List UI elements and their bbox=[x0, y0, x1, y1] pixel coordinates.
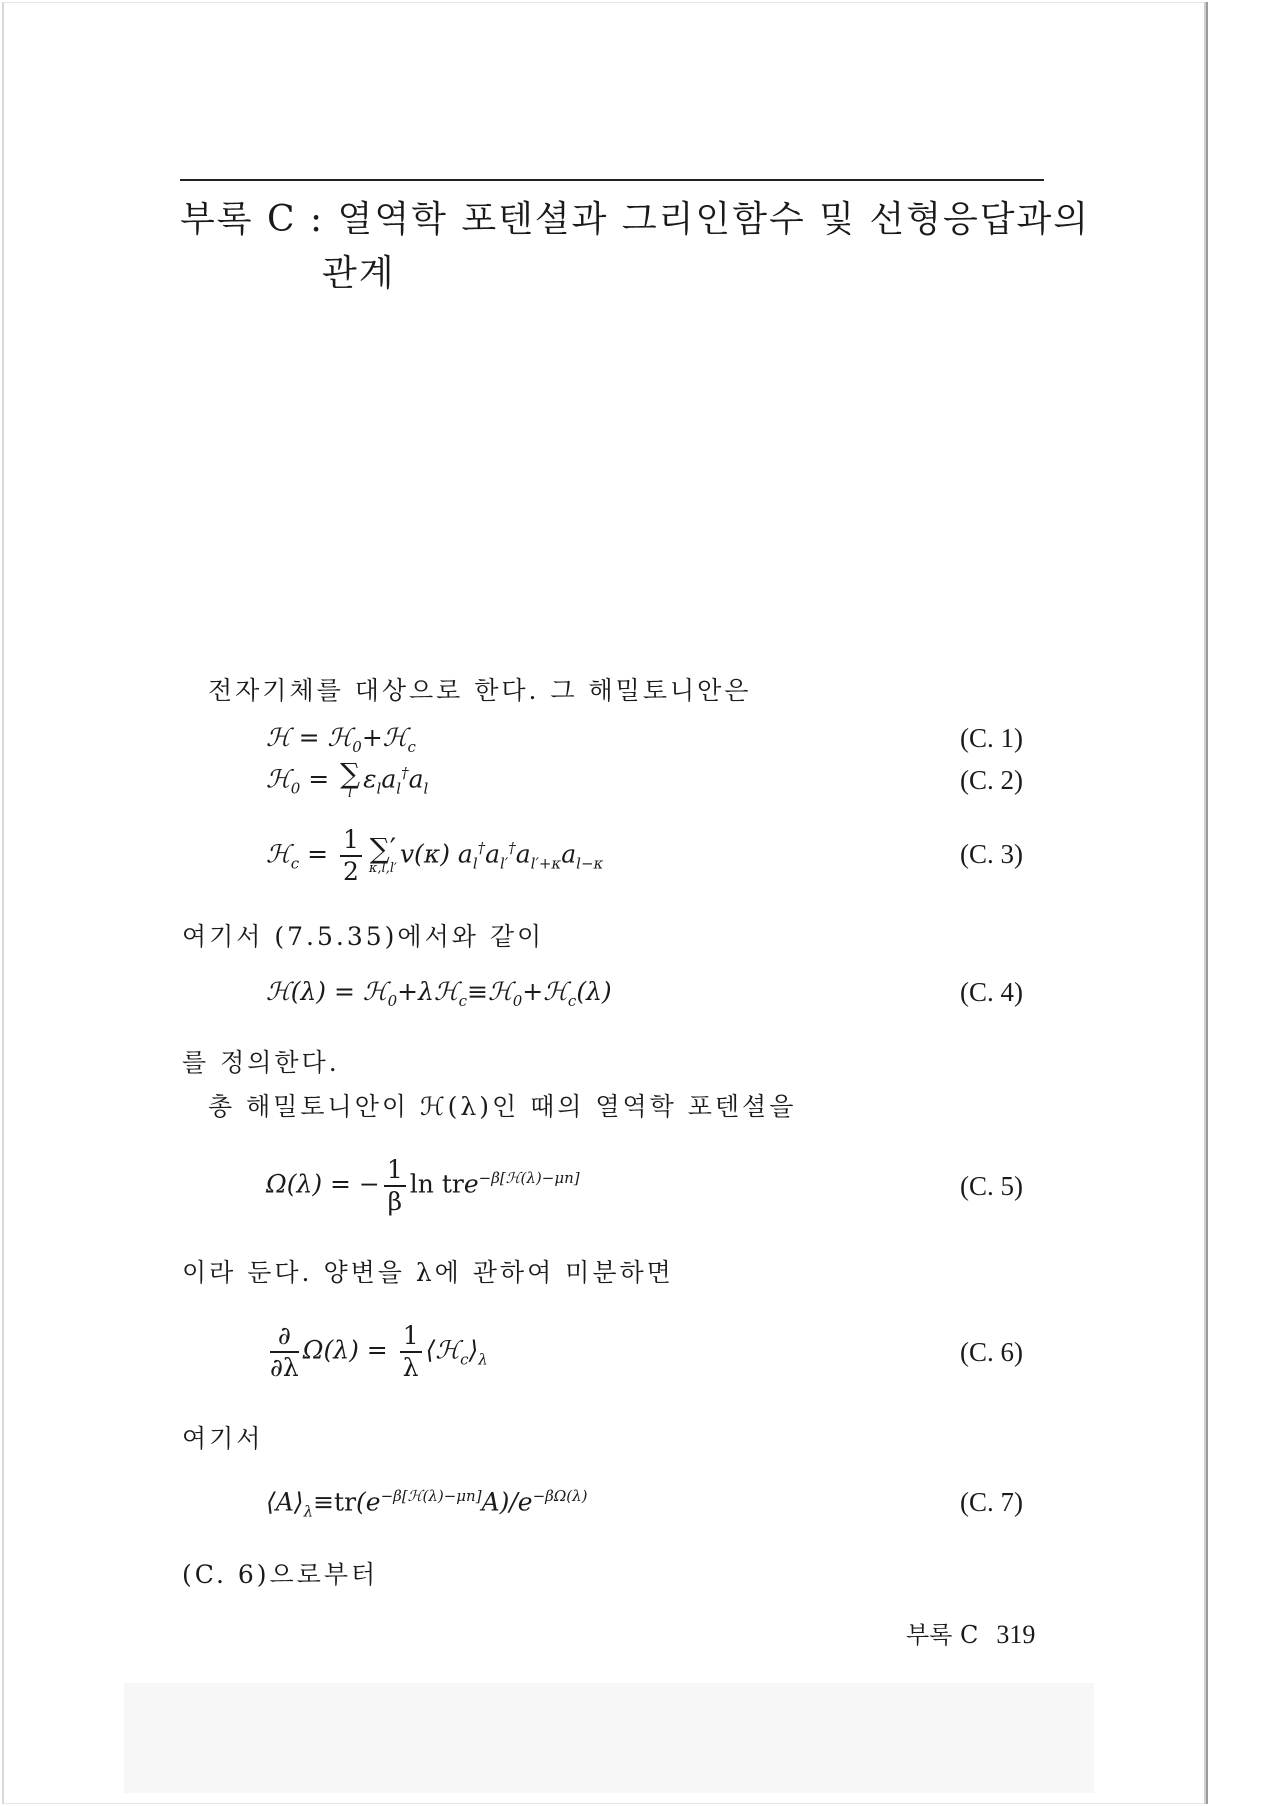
equation-label-c5: (C. 5) bbox=[960, 1171, 1023, 1201]
page-scan-shade bbox=[124, 1683, 1094, 1793]
paragraph-from-c6: (C. 6)으로부터 bbox=[182, 1560, 379, 1589]
fraction-one-over-beta: $\frac{1}{\beta}$ bbox=[384, 1155, 406, 1217]
title-rule bbox=[180, 179, 1044, 181]
paragraph-define: 를 정의한다. bbox=[182, 1048, 340, 1077]
equation-label-c6: (C. 6) bbox=[960, 1337, 1023, 1367]
sum-symbol: ∑ l bbox=[340, 757, 361, 801]
equation-label-c3: (C. 3) bbox=[960, 839, 1023, 869]
viewer-gutter bbox=[1208, 0, 1277, 1806]
paragraph-intro: 전자기체를 대상으로 한다. 그 해밀토니안은 bbox=[208, 676, 752, 705]
fraction-half: $\frac{1}{2}$ bbox=[340, 825, 362, 887]
equation-c6: $\frac{\partial}{\partial\lambda}$ Ω(λ) = $\frac{1}{\lambda}$ $⟨ℋ_c⟩_\lambda$ bbox=[270, 1321, 488, 1382]
book-page bbox=[2, 2, 1204, 1804]
fraction-partial: $\frac{\partial}{\partial\lambda}$ bbox=[270, 1321, 299, 1382]
fraction-one-over-lambda: $\frac{1}{\lambda}$ bbox=[400, 1321, 422, 1383]
equation-c3: ℋ$_c$ = $\frac{1}{2}$ ∑′ κ,l,l′ v(κ) $a_l^\dagger a_{l'}^\dagger a_{l'+\kappa}a_{l-\kappa}$ bbox=[266, 825, 604, 886]
appendix-title: 부록 C : 열역학 포텐셜과 그리인함수 및 선형응답과의 bbox=[180, 199, 1091, 240]
equation-label-c7: (C. 7) bbox=[960, 1487, 1023, 1517]
footer-section: 부록 C bbox=[906, 1621, 979, 1649]
page-footer bbox=[906, 1615, 1035, 1650]
paragraph-where: 여기서 (7.5.35)에서와 같이 bbox=[182, 922, 545, 951]
equation-c4: ℋ(λ) = ℋ$_0$+λℋ$_c$≡ℋ$_0$+ℋ$_c$(λ) bbox=[266, 977, 612, 1010]
paragraph-total-hamiltonian: 총 해밀토니안이 ℋ(λ)인 때의 열역학 포텐셜을 bbox=[208, 1092, 797, 1121]
equation-c5: Ω(λ) = − $\frac{1}{\beta}$ ln tre$^{-\beta[ℋ(\lambda)-\mu n]}$ bbox=[266, 1155, 580, 1216]
equation-label-c1: (C. 1) bbox=[960, 723, 1023, 753]
page-number: 319 bbox=[996, 1620, 1036, 1649]
equation-c7: $⟨A⟩_\lambda\equiv tr(e^{-\beta[ℋ(\lambda)-\mu n]}A)/e^{-\beta\Omega(\lambda)}$ bbox=[266, 1487, 588, 1521]
equation-label-c4: (C. 4) bbox=[960, 977, 1023, 1007]
sum-symbol-prime: ∑′ κ,l,l′ bbox=[368, 832, 397, 876]
equation-label-c2: (C. 2) bbox=[960, 765, 1023, 795]
equation-c1: ℋ = ℋ$_0$+ℋ$_c$ bbox=[266, 723, 416, 756]
appendix-title-continued: 관계 bbox=[322, 253, 396, 294]
paragraph-where-2: 여기서 bbox=[182, 1424, 264, 1453]
equation-c2: ℋ$_0$ = ∑ l $\varepsilon_la_l^\dagger a_l$ bbox=[266, 757, 429, 801]
paragraph-differentiate: 이라 둔다. 양변을 λ에 관하여 미분하면 bbox=[182, 1258, 674, 1287]
